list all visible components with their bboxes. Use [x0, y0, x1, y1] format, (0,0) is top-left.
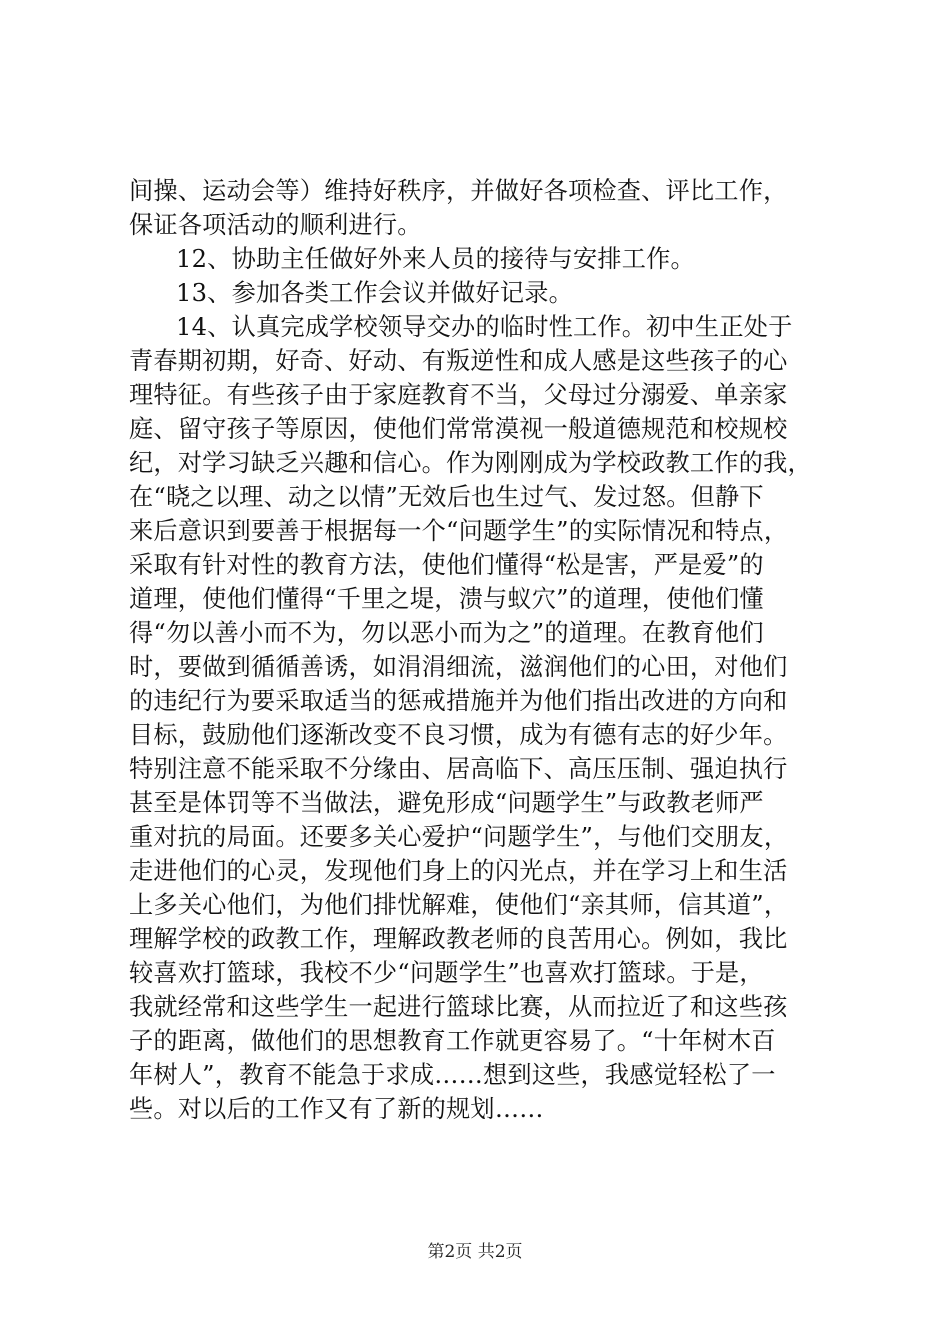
- text-line: 理解学校的政教工作，理解政教老师的良苦用心。例如，我比: [129, 925, 788, 953]
- page-footer: [0, 1240, 950, 1264]
- text-line: 道理，使他们懂得“千里之堤，溃与蚁穴”的道理，使他们懂: [129, 585, 764, 613]
- text-line: 得“勿以善小而不为，勿以恶小而为之”的道理。在教育他们: [129, 619, 764, 647]
- text-line: 子的距离，做他们的思想教育工作就更容易了。“十年树木百: [129, 1027, 776, 1055]
- text-line: 来后意识到要善于根据每一个“问题学生”的实际情况和特点，: [129, 517, 789, 545]
- text-line: 目标，鼓励他们逐渐改变不良习惯，成为有德有志的好少年。: [129, 721, 788, 749]
- text-line: 些。对以后的工作又有了新的规划……: [129, 1095, 544, 1123]
- text-line: 走进他们的心灵，发现他们身上的闪光点，并在学习上和生活: [129, 857, 788, 885]
- text-line: 的违纪行为要采取适当的惩戒措施并为他们指出改进的方向和: [129, 687, 788, 715]
- text-line: 甚至是体罚等不当做法，避免形成“问题学生”与政教老师严: [129, 789, 764, 817]
- text-line: 年树人”，教育不能急于求成……想到这些，我感觉轻松了一: [129, 1061, 776, 1089]
- text-line: 较喜欢打篮球，我校不少“问题学生”也喜欢打篮球。于是，: [129, 959, 764, 987]
- text-line: 纪，对学习缺乏兴趣和信心。作为刚刚成为学校政教工作的我，: [129, 449, 812, 477]
- text-line: 重对抗的局面。还要多关心爱护“问题学生”，与他们交朋友，: [129, 823, 789, 851]
- text-line: 时，要做到循循善诱，如涓涓细流，滋润他们的心田，对他们: [129, 653, 788, 681]
- text-line: 间操、运动会等）维持好秩序，并做好各项检查、评比工作，: [129, 177, 788, 205]
- text-line-item-14: 14、认真完成学校领导交办的临时性工作。初中生正处于: [176, 313, 793, 341]
- text-line: 特别注意不能采取不分缘由、居高临下、高压压制、强迫执行: [129, 755, 788, 783]
- text-line: 保证各项活动的顺利进行。: [129, 211, 422, 239]
- text-line: 我就经常和这些学生一起进行篮球比赛，从而拉近了和这些孩: [129, 993, 788, 1021]
- text-line: 采取有针对性的教育方法，使他们懂得“松是害，严是爱”的: [129, 551, 764, 579]
- text-line: 理特征。有些孩子由于家庭教育不当，父母过分溺爱、单亲家: [129, 381, 788, 409]
- text-line: 上多关心他们，为他们排忧解难，使他们“亲其师，信其道”，: [129, 891, 789, 919]
- body-text: [129, 174, 835, 1126]
- text-line: 庭、留守孩子等原因，使他们常常漠视一般道德规范和校规校: [129, 415, 788, 443]
- text-line: 青春期初期，好奇、好动、有叛逆性和成人感是这些孩子的心: [129, 347, 788, 375]
- text-line-item-12: 12、协助主任做好外来人员的接待与安排工作。: [176, 245, 695, 273]
- text-line: 在“晓之以理、动之以情”无效后也生过气、发过怒。但静下: [129, 483, 764, 511]
- page-number-label: 第2页 共2页: [427, 1242, 523, 1262]
- text-line-item-13: 13、参加各类工作会议并做好记录。: [176, 279, 573, 307]
